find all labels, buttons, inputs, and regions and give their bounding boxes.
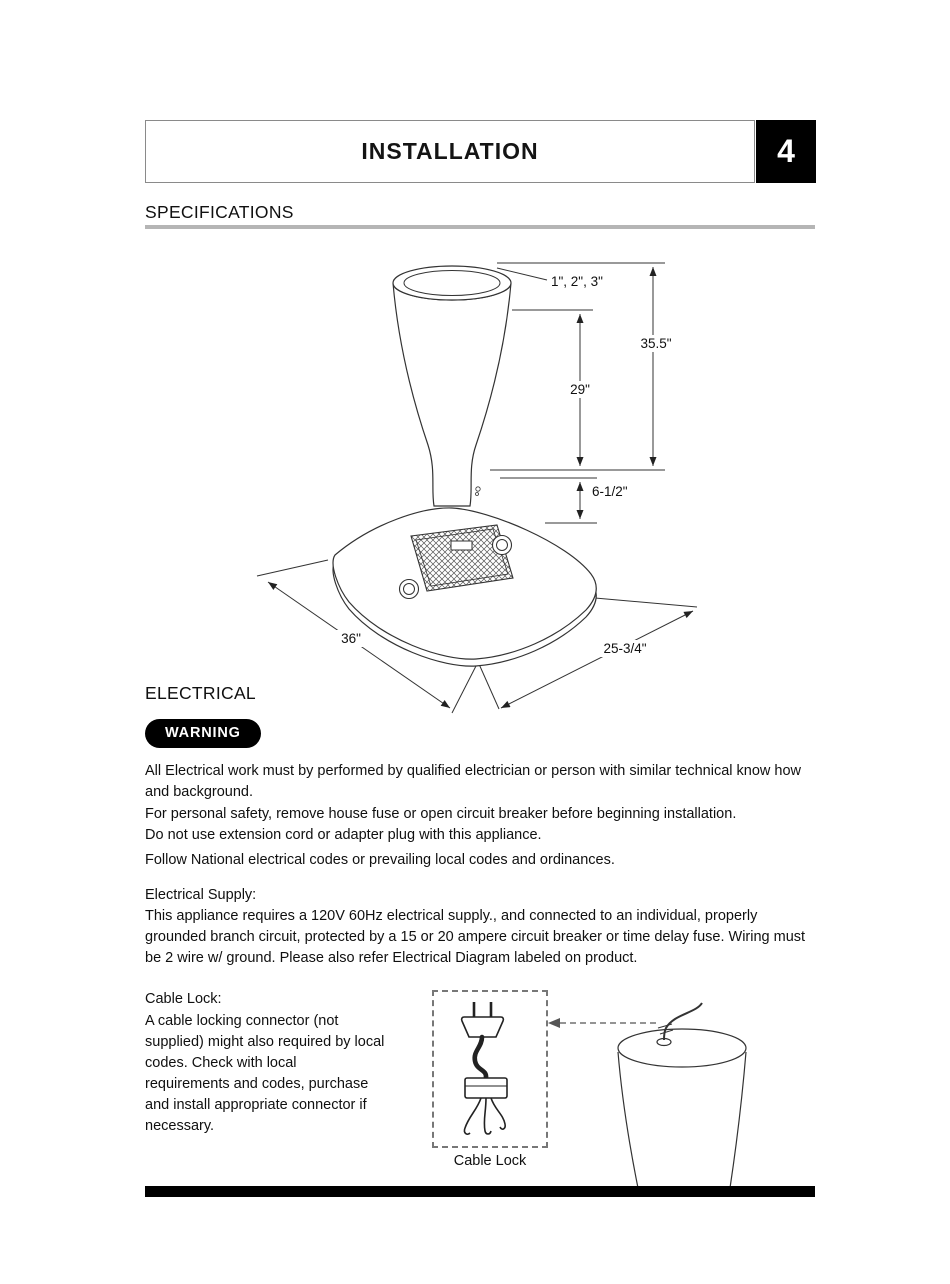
wire-right <box>491 1098 505 1129</box>
power-plug-illustration <box>434 992 546 1146</box>
wire-middle <box>484 1098 491 1134</box>
chapter-number-box <box>756 120 816 183</box>
electrical-supply-body: This appliance requires a 120V 60Hz electrical supply., and connected to an individual, properly grounded branch circuit, protected by a 15 or 20 ampere circuit breaker or time delay fuse. Wiring must be 2 wire w/ ground. Please also refer Electrical Diagram labeled on product. <box>145 908 806 966</box>
power-cable <box>475 1037 486 1078</box>
dim-base-depth: 25-3/4" <box>603 641 647 656</box>
lamp-left <box>400 580 419 599</box>
dim-overall-height: 35.5" <box>640 336 672 351</box>
cable-lock-heading: Cable Lock: <box>145 991 222 1007</box>
brand-mark-dot <box>476 493 479 496</box>
arrowhead <box>548 1018 560 1028</box>
electrical-heading: ELECTRICAL <box>145 683 256 703</box>
lamp-right <box>493 536 512 555</box>
warning-badge: WARNING <box>145 719 261 748</box>
duct-collar-rim <box>393 266 511 300</box>
dim-chimney-height: 29" <box>570 382 590 397</box>
dim-duct-sizes: 1", 2", 3" <box>551 274 603 289</box>
brand-mark-dot <box>476 487 480 491</box>
chapter-number: 4 <box>777 133 795 169</box>
hood-dimension-diagram <box>145 240 815 720</box>
warning-paragraph-4: Follow National electrical codes or prevailing local codes and ordinances. <box>145 852 615 868</box>
footer-bar <box>145 1186 815 1197</box>
warning-badge-wrap <box>145 719 261 748</box>
filter-handle <box>451 541 472 550</box>
specifications-heading: SPECIFICATIONS <box>145 202 294 222</box>
chimney-top-illustration <box>610 1000 755 1190</box>
cable-lock-figure-box <box>432 990 548 1148</box>
wire-left <box>464 1098 481 1134</box>
chimney-top-rim <box>618 1029 746 1067</box>
page-title: INSTALLATION <box>361 138 539 164</box>
plug-body <box>462 1017 504 1037</box>
chimney-right-edge <box>730 1052 746 1188</box>
cable-lock-body: A cable locking connector (not supplied) might also required by local codes. Check with local requirements and codes, purchase and install appropriate connector if necessary. <box>145 1013 385 1134</box>
dim-base-width: 36" <box>341 631 361 646</box>
electrical-supply-heading: Electrical Supply: <box>145 887 257 903</box>
specifications-rule <box>145 225 815 229</box>
warning-paragraph-1: All Electrical work must by performed by qualified electrician or person with similar technical know how and background. <box>145 763 801 800</box>
installation-header-box <box>145 120 755 183</box>
chimney-cone <box>393 283 511 506</box>
cable-lock-connector <box>465 1078 507 1098</box>
chimney-left-edge <box>618 1052 638 1188</box>
dim-base-height: 6-1/2" <box>592 484 628 499</box>
warning-paragraph-3: Do not use extension cord or adapter plug with this appliance. <box>145 827 542 843</box>
warning-paragraph-2: For personal safety, remove house fuse or open circuit breaker before beginning installation. <box>145 806 737 822</box>
island-hood-drawing <box>333 266 596 666</box>
cable-lock-caption: Cable Lock <box>453 1153 527 1169</box>
